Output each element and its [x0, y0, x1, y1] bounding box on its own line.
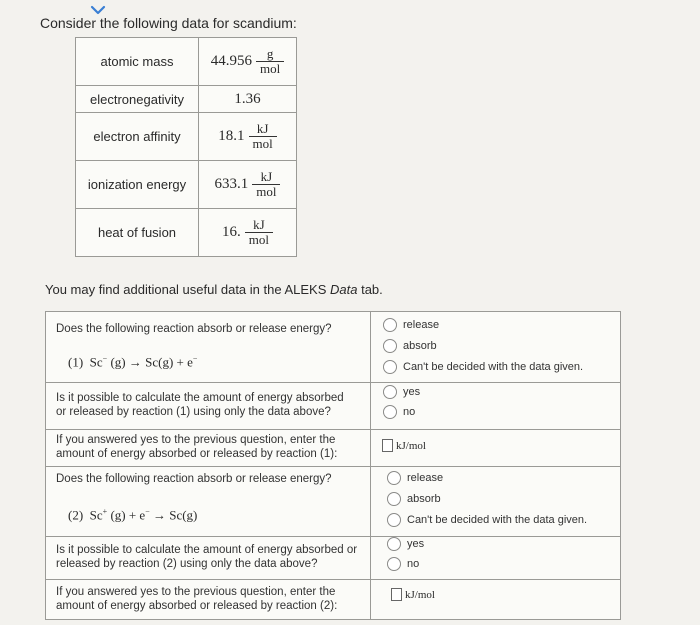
question-6-cell: [46, 580, 620, 619]
table-row: [76, 209, 297, 257]
question-3-text: If you answered yes to the previous question, enter the amount of energy absorbed or released by reaction (1):: [56, 434, 338, 461]
radio-button[interactable]: [383, 360, 397, 374]
property-value: 18.1: [218, 128, 245, 144]
radio-button[interactable]: [383, 405, 397, 419]
table-row: [76, 38, 297, 86]
answer-input[interactable]: [382, 439, 393, 452]
question-4-text: Does the following reaction absorb or release energy?: [56, 473, 332, 485]
table-row: [76, 161, 297, 209]
radio-button[interactable]: [383, 385, 397, 399]
option-no-2[interactable]: no: [383, 405, 415, 419]
unit-fraction: $\frac{kJ}{\text{mol}}$: [249, 122, 277, 152]
question-2-text: Is it possible to calculate the amount of energy absorbed or released by reaction (1) using only the data above?: [56, 392, 344, 419]
property-name: heat of fusion: [76, 209, 199, 257]
reaction-2: (2) Sc+ (g) + e− → Sc(g): [68, 507, 198, 523]
radio-button[interactable]: [383, 318, 397, 332]
option-undecided-2[interactable]: Can't be decided with the data given.: [387, 513, 587, 527]
property-name: atomic mass: [76, 38, 199, 86]
question-3-cell: [46, 430, 620, 467]
radio-button[interactable]: [387, 471, 401, 485]
intro-text: Consider the following data for scandium:: [40, 15, 297, 31]
answer-row-6: kJ/mol: [391, 588, 435, 601]
question-2-cell: [46, 383, 620, 430]
option-undecided-1[interactable]: Can't be decided with the data given.: [383, 360, 583, 374]
answer-row-3: kJ/mol: [382, 439, 426, 452]
table-row: [76, 86, 297, 113]
property-name: electron affinity: [76, 113, 199, 161]
question-box: [45, 311, 621, 620]
radio-button[interactable]: [383, 339, 397, 353]
table-row: [76, 113, 297, 161]
property-name: electronegativity: [76, 86, 199, 113]
radio-button[interactable]: [387, 513, 401, 527]
property-value: 1.36: [199, 86, 297, 113]
reaction-1: (1) Sc− (g) → Sc(g) + e−: [68, 354, 198, 370]
option-absorb-2[interactable]: absorb: [387, 492, 441, 506]
question-6-text: If you answered yes to the previous question, enter the amount of energy absorbed or released by reaction (2):: [56, 586, 338, 613]
option-no-5[interactable]: no: [387, 557, 419, 571]
unit-fraction: $\frac{kJ}{\text{mol}}$: [245, 218, 273, 248]
option-release-1[interactable]: release: [383, 318, 439, 332]
question-5-text: Is it possible to calculate the amount of energy absorbed or released by reaction (2) using only the data above?: [56, 544, 358, 571]
option-yes-5[interactable]: yes: [387, 537, 424, 551]
question-1-text: Does the following reaction absorb or release energy?: [56, 323, 332, 335]
property-value: 16.: [222, 224, 241, 240]
data-tab-hint: You may find additional useful data in the ALEKS Data tab.: [45, 282, 383, 297]
radio-button[interactable]: [387, 537, 401, 551]
question-1-cell: [46, 312, 620, 383]
property-name: ionization energy: [76, 161, 199, 209]
option-release-2[interactable]: release: [387, 471, 443, 485]
unit-fraction: $\frac{kJ}{\text{mol}}$: [252, 170, 280, 200]
radio-button[interactable]: [387, 492, 401, 506]
option-absorb-1[interactable]: absorb: [383, 339, 437, 353]
property-value: 633.1: [214, 176, 249, 192]
option-yes-2[interactable]: yes: [383, 385, 420, 399]
scandium-data-table: [75, 37, 297, 257]
question-5-cell: [46, 537, 620, 580]
unit-fraction: $\frac{g}{\text{mol}}$: [256, 47, 284, 77]
answer-input[interactable]: [391, 588, 402, 601]
property-value: 44.956: [210, 53, 252, 69]
question-4-cell: [46, 467, 620, 537]
radio-button[interactable]: [387, 557, 401, 571]
